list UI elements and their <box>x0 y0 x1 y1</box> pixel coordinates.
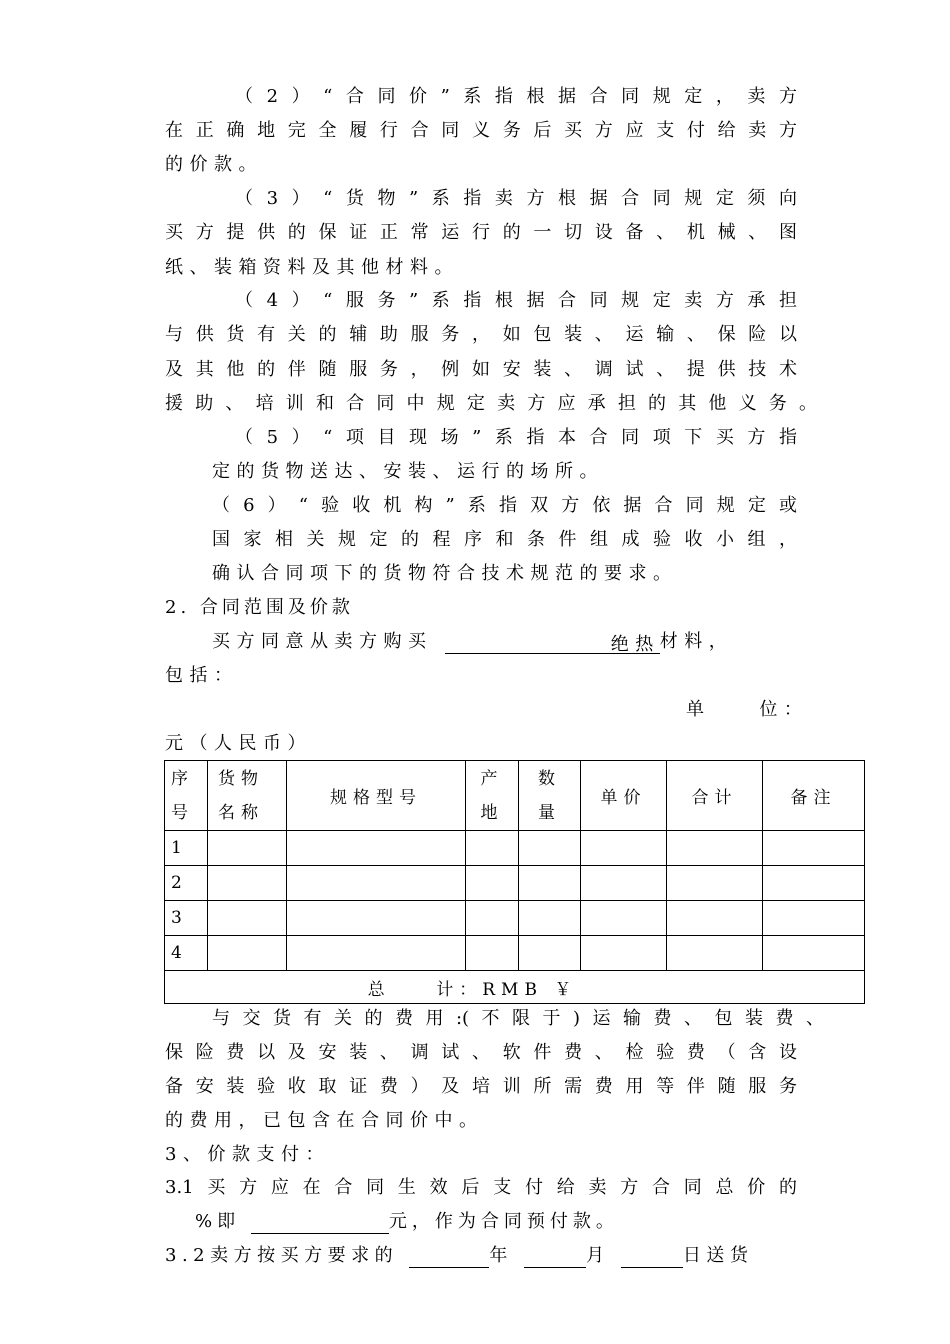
cell-name <box>208 901 287 936</box>
cell-price <box>581 831 667 866</box>
p4-line4: 援助、培训和合同中规定卖方应承担的其他义务。 <box>165 393 817 414</box>
cell-spec <box>287 901 466 936</box>
p32-prefix: 3.2卖方按买方要求的 <box>165 1245 399 1266</box>
table-header-row <box>165 761 865 831</box>
include-label: 包括： <box>165 665 239 686</box>
header-price: 单价 <box>581 761 667 831</box>
cell-qty <box>519 936 581 971</box>
fees-line2: 保险费以及安装、调试、软件费、检验费（含设 <box>165 1042 797 1063</box>
p31-suffix: 元，作为合同预付款。 <box>388 1211 619 1232</box>
cell-qty <box>519 831 581 866</box>
cell-qty <box>519 866 581 901</box>
purchase-suffix: 材料， <box>659 631 734 652</box>
day-label: 日送货 <box>682 1245 754 1266</box>
cell-note <box>763 936 865 971</box>
purchase-item-blank <box>445 633 660 654</box>
cell-spec <box>287 866 466 901</box>
cell-note <box>763 901 865 936</box>
p3-line2: 买方提供的保证正常运行的一切设备、机械、图 <box>165 222 797 243</box>
fees-line1: 与交货有关的费用:(不限于)运输费、包装费、 <box>212 1008 824 1029</box>
total-label: 总 计：RMB ￥ <box>165 971 865 1004</box>
year-blank <box>409 1247 489 1268</box>
p6-line3: 确认合同项下的货物符合技术规范的要求。 <box>212 563 678 584</box>
p2-line2: 在正确地完全履行合同义务后买方应支付给卖方 <box>165 120 797 141</box>
row-no: 1 <box>165 831 208 866</box>
p4-line1: （4）“服务”系指根据合同规定卖方承担 <box>235 290 797 311</box>
p4-line3: 及其他的伴随服务，例如安装、调试、提供技术 <box>165 359 797 380</box>
cell-price <box>581 901 667 936</box>
p2-line3: 的价款。 <box>165 154 263 175</box>
row-no: 3 <box>165 901 208 936</box>
cell-name <box>208 866 287 901</box>
cell-qty <box>519 901 581 936</box>
p31-line2 <box>195 1210 827 1234</box>
p32-line <box>165 1244 797 1268</box>
cell-price <box>581 866 667 901</box>
header-no: 序 号 <box>165 761 208 831</box>
cell-total <box>667 936 763 971</box>
header-spec: 规格型号 <box>287 761 466 831</box>
cell-spec <box>287 936 466 971</box>
table-total-row <box>165 971 865 1004</box>
purchase-prefix: 买方同意从卖方购买 <box>212 631 433 652</box>
table-row <box>165 866 865 901</box>
header-origin: 产 地 <box>466 761 519 831</box>
table-row <box>165 901 865 936</box>
cell-origin <box>466 901 519 936</box>
header-name: 货物 名称 <box>208 761 287 831</box>
p6-line1: （6）“验收机构”系指双方依据合同规定或 <box>212 495 797 516</box>
p6-line2: 国家相关规定的程序和条件组成验收小组， <box>212 529 797 550</box>
p3-line3: 纸、装箱资料及其他材料。 <box>165 257 459 278</box>
p5-line1: （5）“项目现场”系指本合同项下买方指 <box>235 427 797 448</box>
cell-note <box>763 831 865 866</box>
day-blank <box>621 1247 683 1268</box>
month-label: 月 <box>586 1245 610 1266</box>
cell-total <box>667 866 763 901</box>
p2-line1: （2）“合同价”系指根据合同规定，卖方 <box>235 86 797 107</box>
purchase-line <box>212 630 797 654</box>
cell-origin <box>466 831 519 866</box>
table-row <box>165 831 865 866</box>
goods-table <box>164 760 865 1004</box>
table-row <box>165 936 865 971</box>
unit-label: 单 位： <box>686 699 809 720</box>
advance-amount-blank <box>251 1213 389 1234</box>
cell-name <box>208 936 287 971</box>
header-total: 合计 <box>667 761 763 831</box>
unit-value: 元（人民币） <box>165 733 312 754</box>
p31-prefix: %即 <box>195 1211 241 1232</box>
row-no: 4 <box>165 936 208 971</box>
fees-line3: 备安装验收取证费）及培训所需费用等伴随服务 <box>165 1076 797 1097</box>
cell-price <box>581 936 667 971</box>
cell-total <box>667 901 763 936</box>
header-qty: 数 量 <box>519 761 581 831</box>
p4-line2: 与供货有关的辅助服务，如包装、运输、保险以 <box>165 324 797 345</box>
p31-line1: 3.1买方应在合同生效后支付给卖方合同总价的 <box>165 1177 797 1198</box>
purchase-item: 绝热 <box>610 634 660 655</box>
header-note: 备注 <box>763 761 865 831</box>
p5-line2: 定的货物送达、安装、运行的场所。 <box>212 461 604 482</box>
cell-name <box>208 831 287 866</box>
row-no: 2 <box>165 866 208 901</box>
month-blank <box>524 1247 586 1268</box>
year-label: 年 <box>489 1245 513 1266</box>
cell-note <box>763 866 865 901</box>
p3-line1: （3）“货物”系指卖方根据合同规定须向 <box>235 188 797 209</box>
cell-total <box>667 831 763 866</box>
section3-heading: 3、价款支付： <box>165 1144 330 1165</box>
section2-heading: 2. 合同范围及价款 <box>165 597 354 618</box>
fees-line4: 的费用，已包含在合同价中。 <box>165 1110 484 1131</box>
cell-origin <box>466 936 519 971</box>
cell-origin <box>466 866 519 901</box>
cell-spec <box>287 831 466 866</box>
